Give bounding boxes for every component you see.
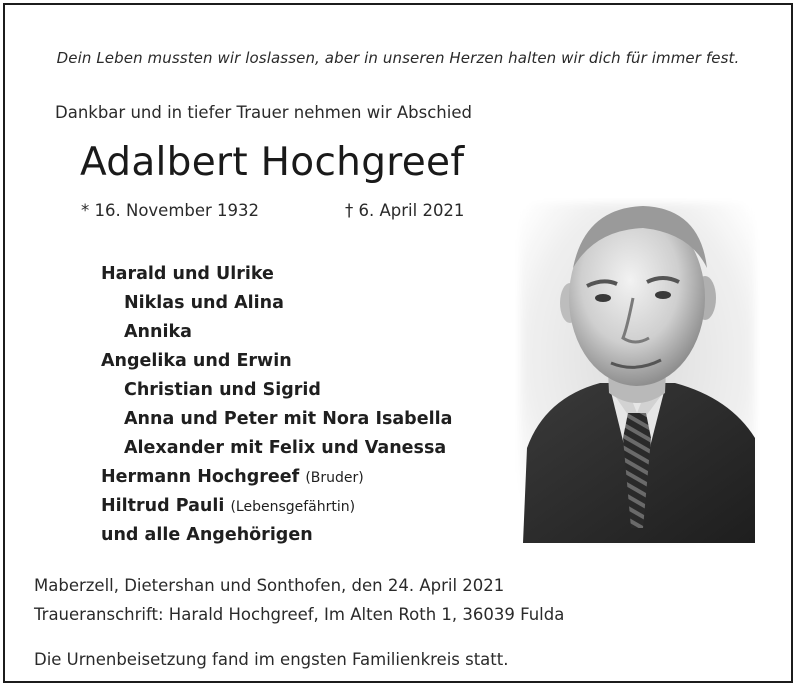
obituary-notice [3,3,793,683]
mourner-name: Alexander mit Felix und Vanessa [124,438,447,458]
mourner-row [101,260,452,289]
mourner-name: Anna und Peter mit Nora Isabella [124,409,453,429]
motto: Dein Leben mussten wir loslassen, aber in unseren Herzen halten wir dich für immer fest. [56,49,740,67]
mourner-row [101,492,452,521]
death-date: † 6. April 2021 [345,201,465,220]
mourner-row [101,318,452,347]
mourner-name: Niklas und Alina [124,293,284,313]
place-and-date: Maberzell, Dietershan und Sonthofen, den 24. April 2021 [34,576,505,595]
mourner-name: Hermann Hochgreef [101,467,300,487]
mourner-name: Angelika und Erwin [101,351,292,371]
mourner-row [101,289,452,318]
mourner-name: und alle Angehörigen [101,525,313,545]
mourning-address: Traueranschrift: Harald Hochgreef, Im Alten Roth 1, 36039 Fulda [34,605,565,624]
mourner-relation: (Lebensgefährtin) [230,499,356,515]
deceased-name: Adalbert Hochgreef [80,140,465,185]
mourner-row [101,376,452,405]
mourner-relation: (Bruder) [305,470,364,486]
mourners-list [101,260,452,550]
mourner-name: Hiltrud Pauli [101,496,225,516]
mourner-row [101,463,452,492]
birth-date: * 16. November 1932 [81,201,260,220]
mourner-row [101,347,452,376]
mourner-row [101,521,452,550]
mourner-name: Harald und Ulrike [101,264,274,284]
mourner-name: Annika [124,322,192,342]
intro-text: Dankbar und in tiefer Trauer nehmen wir Abschied [55,103,472,122]
burial-notice: Die Urnenbeisetzung fand im engsten Familienkreis statt. [34,650,509,669]
mourner-name: Christian und Sigrid [124,380,321,400]
mourner-row [101,405,452,434]
portrait-photo [515,198,760,548]
mourner-row [101,434,452,463]
